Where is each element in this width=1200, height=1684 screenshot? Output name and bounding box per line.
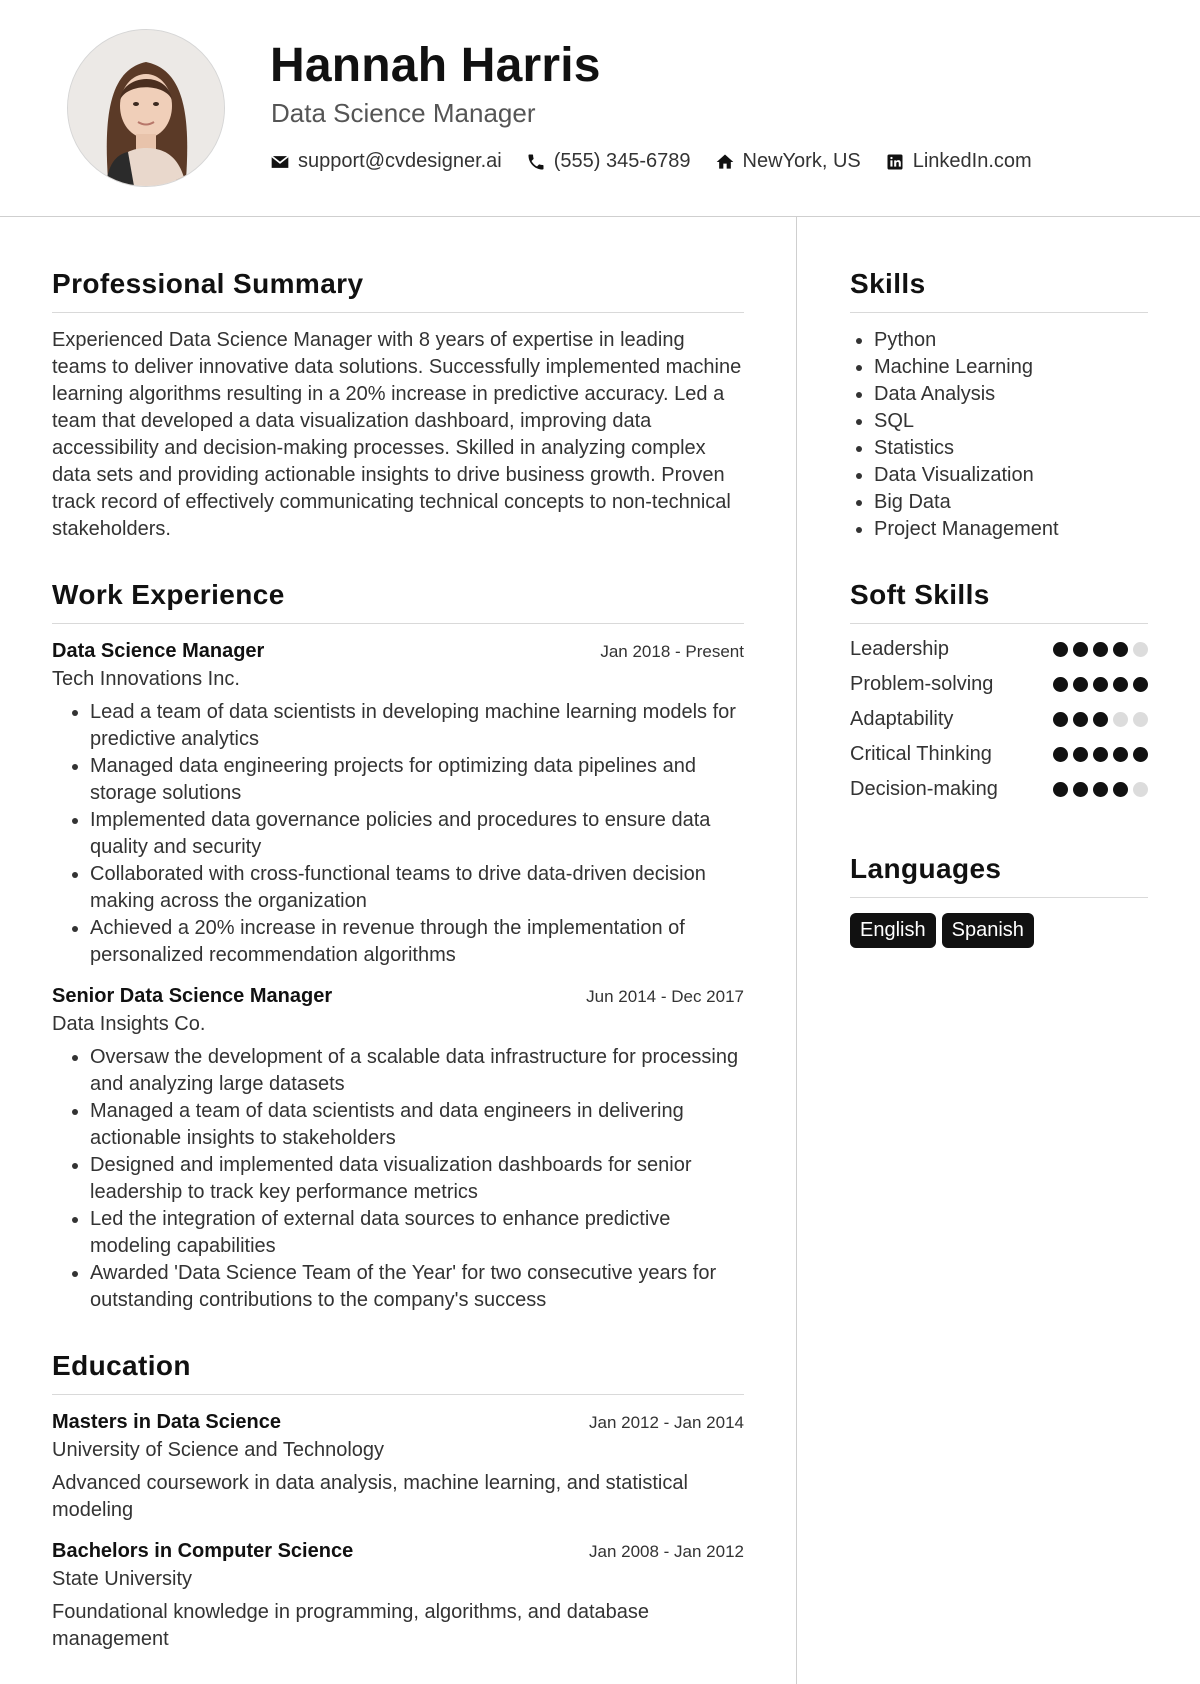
soft-skill-row bbox=[850, 772, 1148, 807]
skill-item: • Project Management bbox=[874, 516, 1148, 543]
degree-title: Masters in Data Science bbox=[52, 1411, 281, 1433]
resume-header bbox=[0, 0, 1200, 217]
soft-skill-name: Decision-making bbox=[850, 778, 998, 800]
rating-dot-filled bbox=[1093, 642, 1108, 657]
education-heading: Education bbox=[52, 1350, 744, 1395]
bullet-item: • Led the integration of external data sources to enhance predictive modeling capabilities bbox=[90, 1206, 744, 1260]
rating-dots bbox=[1048, 747, 1148, 762]
contact-email[interactable] bbox=[270, 150, 502, 173]
linkedin-text: LinkedIn.com bbox=[912, 150, 1032, 172]
rating-dots bbox=[1048, 712, 1148, 727]
soft-skill-row bbox=[850, 632, 1148, 667]
bullet-item: • Lead a team of data scientists in developing machine learning models for predictive analytics bbox=[90, 699, 744, 753]
home-icon bbox=[715, 152, 735, 172]
rating-dot-filled bbox=[1053, 747, 1068, 762]
portrait-image bbox=[68, 30, 224, 186]
rating-dot-filled bbox=[1133, 747, 1148, 762]
education-entry bbox=[52, 1540, 744, 1653]
education-entry bbox=[52, 1411, 744, 1524]
skill-item: • Big Data bbox=[874, 489, 1148, 516]
linkedin-icon bbox=[885, 152, 905, 172]
language-tag: Spanish bbox=[942, 913, 1034, 948]
rating-dot-filled bbox=[1053, 712, 1068, 727]
rating-dot-filled bbox=[1093, 782, 1108, 797]
job-company: Tech Innovations Inc. bbox=[52, 668, 240, 690]
job-bullets bbox=[52, 1044, 744, 1314]
skill-item: • Data Analysis bbox=[874, 381, 1148, 408]
summary-text: Experienced Data Science Manager with 8 years of expertise in leading teams to deliver innovative data solutions. Successfully implemented machine learning algorithms resulting in a 20% increase in predictive accuracy. Led a team that developed a data visualization dashboard, improving data accessibility and decision-making processes. Skilled in analyzing complex data sets and providing actionable insights to drive business growth. Proven track record of effectively communicating technical concepts to non-technical stakeholders. bbox=[52, 329, 742, 540]
job-dates: Jan 2018 - Present bbox=[600, 642, 744, 661]
bullet-item: • Designed and implemented data visualization dashboards for senior leadership to track key performance metrics bbox=[90, 1152, 744, 1206]
bullet-item: • Awarded 'Data Science Team of the Year' for two consecutive years for outstanding contributions to the company's success bbox=[90, 1260, 744, 1314]
contact-linkedin[interactable] bbox=[885, 150, 1032, 173]
school-name: University of Science and Technology bbox=[52, 1439, 385, 1461]
bullet-item: • Achieved a 20% increase in revenue through the implementation of personalized recommendation algorithms bbox=[90, 915, 744, 969]
languages-section bbox=[850, 853, 1148, 948]
bullet-item: • Implemented data governance policies and procedures to ensure data quality and security bbox=[90, 807, 744, 861]
bullet-item: • Oversaw the development of a scalable data infrastructure for processing and analyzing large datasets bbox=[90, 1044, 744, 1098]
location-text: NewYork, US bbox=[742, 150, 861, 172]
rating-dot-filled bbox=[1093, 747, 1108, 762]
degree-title: Bachelors in Computer Science bbox=[52, 1540, 354, 1562]
rating-dot-filled bbox=[1053, 677, 1068, 692]
skill-item: • Machine Learning bbox=[874, 354, 1148, 381]
skills-section bbox=[850, 268, 1148, 543]
soft-skills-heading: Soft Skills bbox=[850, 579, 1148, 624]
rating-dot-empty bbox=[1133, 712, 1148, 727]
skill-item: • SQL bbox=[874, 408, 1148, 435]
main-column bbox=[52, 268, 744, 1653]
skill-item: • Data Visualization bbox=[874, 462, 1148, 489]
phone-icon bbox=[526, 152, 546, 172]
email-text: support@cvdesigner.ai bbox=[298, 150, 502, 172]
soft-skill-name: Leadership bbox=[850, 638, 949, 660]
rating-dot-filled bbox=[1053, 782, 1068, 797]
rating-dot-filled bbox=[1073, 642, 1088, 657]
rating-dot-filled bbox=[1113, 642, 1128, 657]
contact-location bbox=[715, 150, 861, 173]
bullet-item: • Collaborated with cross-functional teams to drive data-driven decision making across the organization bbox=[90, 861, 744, 915]
job-company: Data Insights Co. bbox=[52, 1013, 206, 1035]
rating-dot-filled bbox=[1113, 747, 1128, 762]
bullet-item: • Managed a team of data scientists and data engineers in delivering actionable insights to stakeholders bbox=[90, 1098, 744, 1152]
job-title: Data Science Manager bbox=[52, 640, 265, 662]
rating-dot-empty bbox=[1133, 782, 1148, 797]
skill-item: • Statistics bbox=[874, 435, 1148, 462]
job-entry bbox=[52, 985, 744, 1314]
phone-text: (555) 345-6789 bbox=[553, 150, 691, 172]
languages-heading: Languages bbox=[850, 853, 1148, 898]
soft-skill-row bbox=[850, 737, 1148, 772]
rating-dot-filled bbox=[1073, 712, 1088, 727]
soft-skill-name: Critical Thinking bbox=[850, 743, 992, 765]
candidate-name: Hannah Harris bbox=[270, 39, 601, 92]
rating-dot-empty bbox=[1133, 642, 1148, 657]
rating-dot-filled bbox=[1093, 712, 1108, 727]
rating-dot-filled bbox=[1073, 782, 1088, 797]
rating-dot-filled bbox=[1133, 677, 1148, 692]
education-dates: Jan 2012 - Jan 2014 bbox=[588, 1413, 744, 1432]
language-tag: English bbox=[850, 913, 936, 948]
education-section bbox=[52, 1350, 744, 1653]
experience-section bbox=[52, 579, 744, 1314]
skill-item: • Python bbox=[874, 327, 1148, 354]
soft-skill-row bbox=[850, 667, 1148, 702]
experience-heading: Work Experience bbox=[52, 579, 744, 624]
rating-dot-filled bbox=[1113, 677, 1128, 692]
summary-heading: Professional Summary bbox=[52, 268, 744, 313]
job-bullets bbox=[52, 699, 744, 969]
bullet-item: • Managed data engineering projects for optimizing data pipelines and storage solutions bbox=[90, 753, 744, 807]
job-title: Senior Data Science Manager bbox=[52, 985, 333, 1007]
soft-skill-name: Problem-solving bbox=[850, 673, 994, 695]
skills-heading: Skills bbox=[850, 268, 1148, 313]
column-divider bbox=[796, 216, 797, 1684]
skills-list bbox=[850, 327, 1148, 543]
job-entry bbox=[52, 640, 744, 969]
rating-dots bbox=[1048, 642, 1148, 657]
envelope-icon bbox=[270, 152, 290, 172]
rating-dot-empty bbox=[1113, 712, 1128, 727]
education-description: Foundational knowledge in programming, algorithms, and database management bbox=[52, 1601, 650, 1650]
rating-dot-filled bbox=[1053, 642, 1068, 657]
rating-dots bbox=[1048, 782, 1148, 797]
rating-dot-filled bbox=[1073, 747, 1088, 762]
candidate-title: Data Science Manager bbox=[271, 98, 536, 128]
contact-row bbox=[270, 150, 1056, 173]
sidebar-column bbox=[850, 268, 1148, 948]
rating-dot-filled bbox=[1113, 782, 1128, 797]
summary-section bbox=[52, 268, 744, 543]
job-dates: Jun 2014 - Dec 2017 bbox=[586, 987, 744, 1006]
rating-dots bbox=[1048, 677, 1148, 692]
contact-phone[interactable] bbox=[526, 150, 691, 173]
profile-photo bbox=[67, 29, 225, 187]
rating-dot-filled bbox=[1093, 677, 1108, 692]
soft-skill-name: Adaptability bbox=[850, 708, 954, 730]
soft-skill-row bbox=[850, 702, 1148, 737]
language-tags bbox=[850, 913, 1148, 948]
education-dates: Jan 2008 - Jan 2012 bbox=[588, 1542, 744, 1561]
soft-skills-section bbox=[850, 579, 1148, 807]
education-description: Advanced coursework in data analysis, machine learning, and statistical modeling bbox=[52, 1472, 688, 1521]
rating-dot-filled bbox=[1073, 677, 1088, 692]
school-name: State University bbox=[52, 1568, 193, 1590]
soft-skills-list bbox=[850, 632, 1148, 807]
